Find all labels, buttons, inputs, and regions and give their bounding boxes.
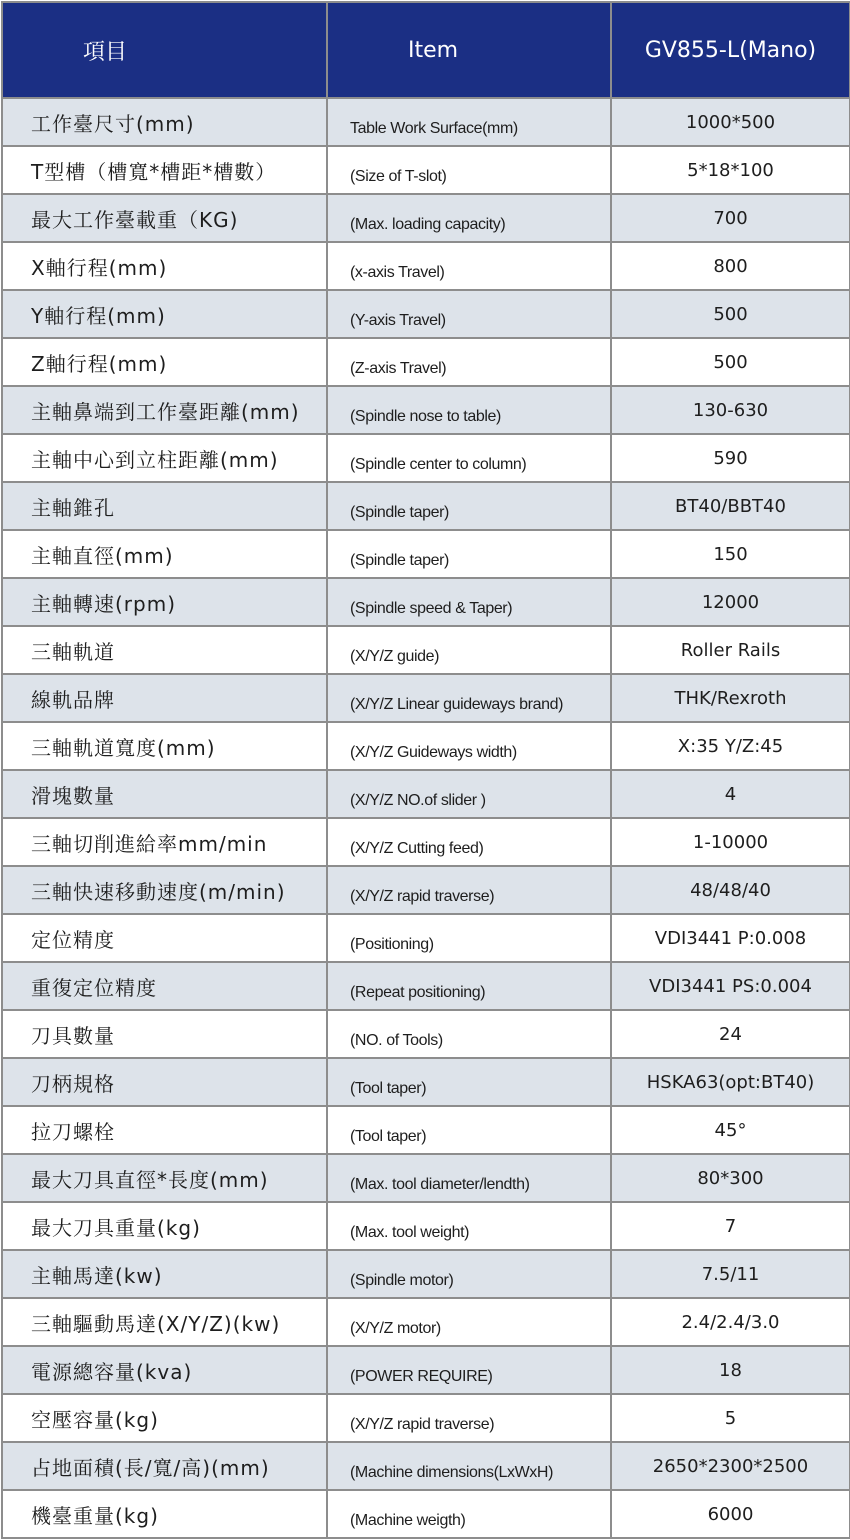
spec-value: 24 — [611, 1010, 850, 1058]
spec-name-zh: 定位精度 — [2, 914, 327, 962]
spec-name-zh: 主軸錐孔 — [2, 482, 327, 530]
table-row — [2, 722, 850, 770]
table-row — [2, 1394, 850, 1442]
spec-name-en: (Spindle center to column) — [327, 434, 611, 482]
header-model: GV855-L(Mano) — [611, 2, 850, 98]
spec-table — [1, 1, 850, 1539]
spec-value: VDI3441 P:0.008 — [611, 914, 850, 962]
spec-name-zh: 三軸切削進給率mm/min — [2, 818, 327, 866]
table-row — [2, 1202, 850, 1250]
spec-name-zh: 機臺重量(kg) — [2, 1490, 327, 1538]
spec-name-en: (Max. tool weight) — [327, 1202, 611, 1250]
spec-name-en: (NO. of Tools) — [327, 1010, 611, 1058]
table-row — [2, 290, 850, 338]
table-row — [2, 1058, 850, 1106]
spec-name-en: (Repeat positioning) — [327, 962, 611, 1010]
spec-name-en: (x-axis Travel) — [327, 242, 611, 290]
spec-name-zh: 電源總容量(kva) — [2, 1346, 327, 1394]
spec-name-en: (Tool taper) — [327, 1058, 611, 1106]
spec-name-en: (Spindle nose to table) — [327, 386, 611, 434]
table-row — [2, 482, 850, 530]
spec-value: 6000 — [611, 1490, 850, 1538]
spec-name-en: (Machine weigth) — [327, 1490, 611, 1538]
spec-value: THK/Rexroth — [611, 674, 850, 722]
spec-name-zh: 主軸馬達(kw) — [2, 1250, 327, 1298]
spec-value: 700 — [611, 194, 850, 242]
spec-value: 5*18*100 — [611, 146, 850, 194]
spec-name-en: (X/Y/Z rapid traverse) — [327, 1394, 611, 1442]
spec-name-en: (Spindle motor) — [327, 1250, 611, 1298]
spec-name-en: (X/Y/Z rapid traverse) — [327, 866, 611, 914]
spec-value: 800 — [611, 242, 850, 290]
table-row — [2, 242, 850, 290]
spec-name-zh: 最大刀具重量(kg) — [2, 1202, 327, 1250]
spec-name-zh: 三軸軌道 — [2, 626, 327, 674]
spec-name-en: Table Work Surface(mm) — [327, 98, 611, 146]
table-row — [2, 914, 850, 962]
table-row — [2, 1010, 850, 1058]
spec-name-en: (X/Y/Z Guideways width) — [327, 722, 611, 770]
header-row — [2, 2, 850, 98]
spec-value: 4 — [611, 770, 850, 818]
spec-name-zh: 刀柄規格 — [2, 1058, 327, 1106]
spec-name-zh: 最大工作臺載重（KG) — [2, 194, 327, 242]
table-row — [2, 1346, 850, 1394]
spec-name-zh: Z軸行程(mm) — [2, 338, 327, 386]
spec-value: 45° — [611, 1106, 850, 1154]
spec-value: 590 — [611, 434, 850, 482]
spec-name-zh: 主軸轉速(rpm) — [2, 578, 327, 626]
table-row — [2, 578, 850, 626]
table-row — [2, 818, 850, 866]
spec-name-en: (Positioning) — [327, 914, 611, 962]
spec-value: X:35 Y/Z:45 — [611, 722, 850, 770]
spec-name-zh: 主軸鼻端到工作臺距離(mm) — [2, 386, 327, 434]
table-row — [2, 338, 850, 386]
spec-name-en: (Z-axis Travel) — [327, 338, 611, 386]
spec-name-zh: 工作臺尺寸(mm) — [2, 98, 327, 146]
table-row — [2, 386, 850, 434]
spec-name-en: (X/Y/Z guide) — [327, 626, 611, 674]
spec-value: Roller Rails — [611, 626, 850, 674]
spec-name-zh: 空壓容量(kg) — [2, 1394, 327, 1442]
spec-name-zh: 拉刀螺栓 — [2, 1106, 327, 1154]
spec-name-en: (X/Y/Z Cutting feed) — [327, 818, 611, 866]
spec-name-zh: 占地面積(長/寬/高)(mm) — [2, 1442, 327, 1490]
spec-value: 5 — [611, 1394, 850, 1442]
spec-name-zh: X軸行程(mm) — [2, 242, 327, 290]
spec-name-zh: T型槽（槽寬*槽距*槽數） — [2, 146, 327, 194]
spec-name-en: (Size of T-slot) — [327, 146, 611, 194]
table-row — [2, 962, 850, 1010]
spec-name-zh: Y軸行程(mm) — [2, 290, 327, 338]
spec-name-zh: 主軸中心到立柱距離(mm) — [2, 434, 327, 482]
header-item-zh: 項目 — [2, 2, 327, 98]
spec-name-en: (X/Y/Z motor) — [327, 1298, 611, 1346]
spec-value: 2650*2300*2500 — [611, 1442, 850, 1490]
spec-name-en: (Spindle taper) — [327, 530, 611, 578]
table-row — [2, 1154, 850, 1202]
table-row — [2, 1298, 850, 1346]
table-row — [2, 146, 850, 194]
spec-value: HSKA63(opt:BT40) — [611, 1058, 850, 1106]
spec-name-en: (Max. loading capacity) — [327, 194, 611, 242]
spec-value: 1000*500 — [611, 98, 850, 146]
table-row — [2, 1250, 850, 1298]
table-row — [2, 530, 850, 578]
spec-name-en: (Max. tool diameter/lendth) — [327, 1154, 611, 1202]
spec-value: 7.5/11 — [611, 1250, 850, 1298]
header-item-en: Item — [327, 2, 611, 98]
table-header — [2, 2, 850, 98]
spec-value: 48/48/40 — [611, 866, 850, 914]
spec-name-en: (Spindle speed & Taper) — [327, 578, 611, 626]
table-row — [2, 770, 850, 818]
spec-value: 500 — [611, 290, 850, 338]
table-row — [2, 98, 850, 146]
spec-name-en: (X/Y/Z NO.of slider ) — [327, 770, 611, 818]
spec-name-en: (Machine dimensions(LxWxH) — [327, 1442, 611, 1490]
table-row — [2, 626, 850, 674]
table-row — [2, 866, 850, 914]
spec-value: 12000 — [611, 578, 850, 626]
spec-name-en: (X/Y/Z Linear guideways brand) — [327, 674, 611, 722]
spec-name-zh: 三軸軌道寬度(mm) — [2, 722, 327, 770]
spec-name-zh: 三軸快速移動速度(m/min) — [2, 866, 327, 914]
spec-name-zh: 線軌品牌 — [2, 674, 327, 722]
spec-value: 500 — [611, 338, 850, 386]
table-row — [2, 674, 850, 722]
table-row — [2, 434, 850, 482]
spec-value: 18 — [611, 1346, 850, 1394]
spec-name-en: (Y-axis Travel) — [327, 290, 611, 338]
spec-name-zh: 三軸驅動馬達(X/Y/Z)(kw) — [2, 1298, 327, 1346]
spec-name-en: (POWER REQUIRE) — [327, 1346, 611, 1394]
spec-value: 130-630 — [611, 386, 850, 434]
table-row — [2, 194, 850, 242]
spec-name-zh: 主軸直徑(mm) — [2, 530, 327, 578]
table-row — [2, 1106, 850, 1154]
spec-value: VDI3441 PS:0.004 — [611, 962, 850, 1010]
spec-value: 2.4/2.4/3.0 — [611, 1298, 850, 1346]
table-body — [2, 98, 850, 1538]
spec-name-zh: 最大刀具直徑*長度(mm) — [2, 1154, 327, 1202]
spec-name-en: (Tool taper) — [327, 1106, 611, 1154]
spec-name-zh: 滑塊數量 — [2, 770, 327, 818]
spec-value: BT40/BBT40 — [611, 482, 850, 530]
spec-value: 7 — [611, 1202, 850, 1250]
spec-value: 150 — [611, 530, 850, 578]
spec-name-zh: 刀具數量 — [2, 1010, 327, 1058]
spec-value: 80*300 — [611, 1154, 850, 1202]
table-row — [2, 1442, 850, 1490]
spec-name-en: (Spindle taper) — [327, 482, 611, 530]
table-row — [2, 1490, 850, 1538]
spec-value: 1-10000 — [611, 818, 850, 866]
spec-name-zh: 重復定位精度 — [2, 962, 327, 1010]
